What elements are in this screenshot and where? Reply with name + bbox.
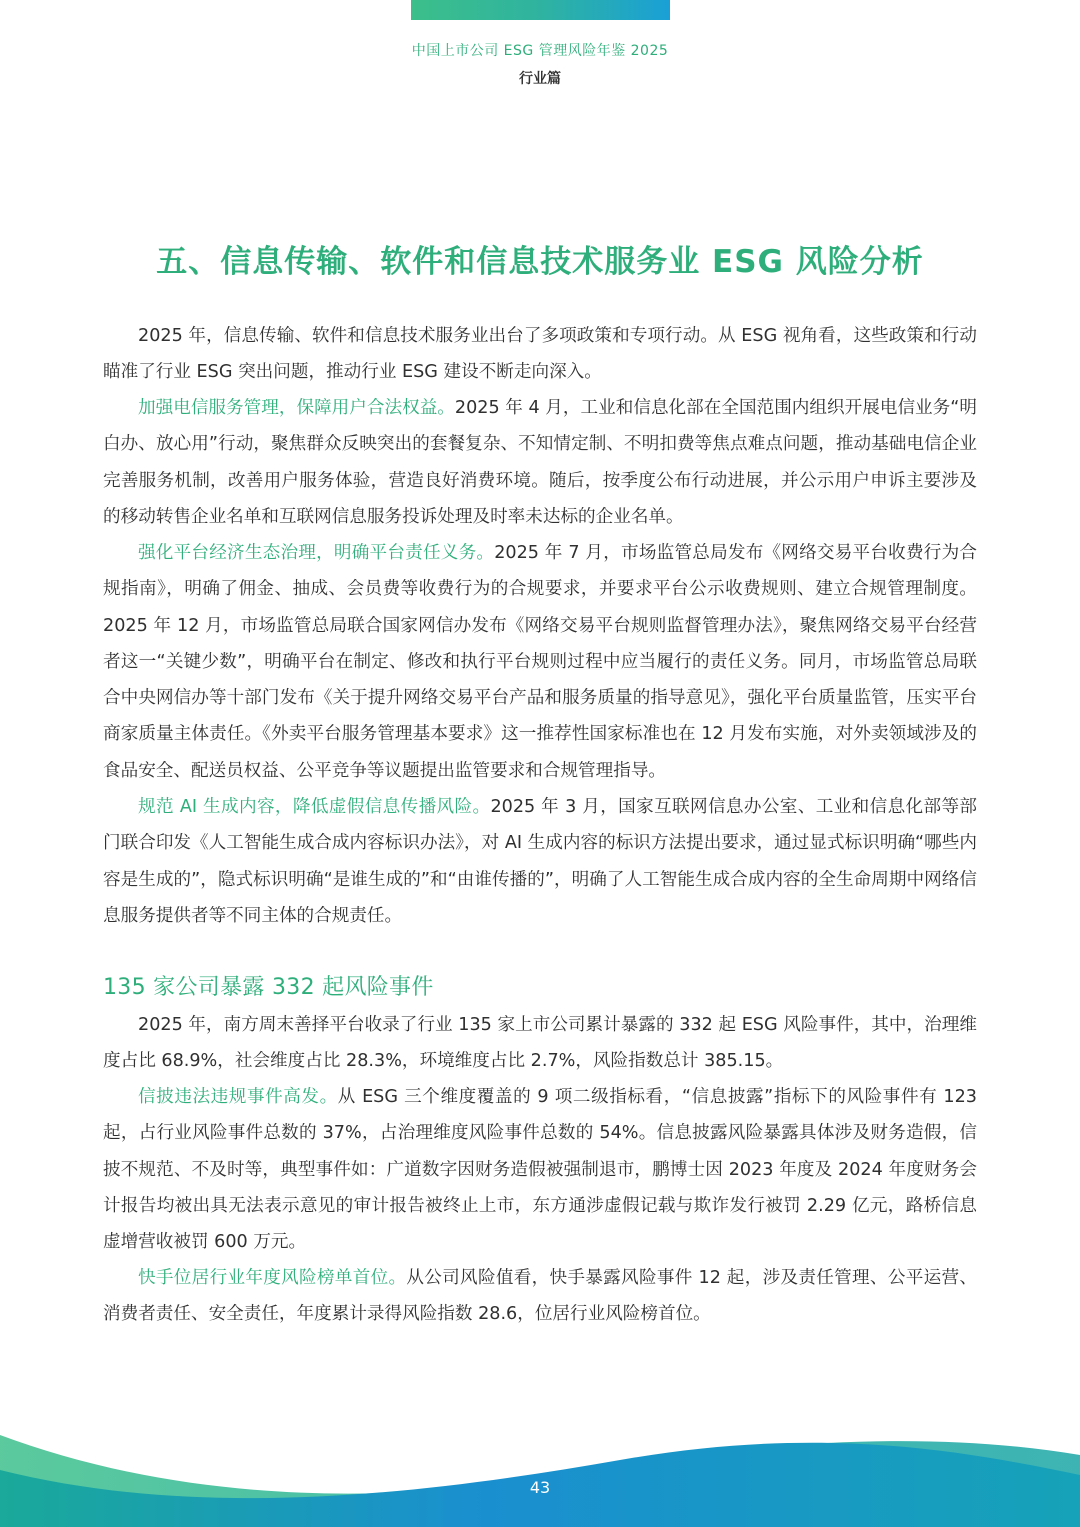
footer-wave	[0, 1400, 1080, 1527]
sub-heading: 135 家公司暴露 332 起风险事件	[103, 975, 434, 1000]
paragraph-body: 2025 年 3 月，国家互联网信息办公室、工业和信息化部等部门联合印发《人工智能生成合成内容标识办法》，对 AI 生成内容的标识方法提出要求，通过显式标识明确“哪些内容是生成的”，隐式标识明确“是谁生成的”和“由谁传播的”，明确了人工智能生成合成内容的全生命周期中网络信息服务提供者等不同主体的合规责任。	[103, 797, 978, 926]
section-label: 行业篇	[519, 71, 561, 87]
paragraph-kuaishou	[103, 1260, 977, 1333]
header-accent-bar	[411, 0, 670, 20]
paragraph-body: 2025 年，南方周末善择平台收录了行业 135 家上市公司累计暴露的 332 起 ESG 风险事件，其中，治理维度占比 68.9%，社会维度占比 28.3%，环境维度占比 2.7%，风险指数总计 385.15。	[103, 1015, 977, 1072]
paragraph-ai	[103, 789, 977, 934]
paragraph-body: 从公司风险值看，快手暴露风险事件 12 起，涉及责任管理、公平运营、消费者责任、安全责任，年度累计录得风险指数 28.6，位居行业风险榜首位。	[103, 1268, 977, 1325]
paragraph-body: 2025 年，信息传输、软件和信息技术服务业出台了多项政策和专项行动。从 ESG 视角看，这些政策和行动瞄准了行业 ESG 突出问题，推动行业 ESG 建设不断走向深入。	[103, 326, 977, 383]
paragraph-platform	[103, 535, 977, 789]
paragraph-intro	[103, 318, 977, 391]
paragraph-lead: 加强电信服务管理，保障用户合法权益。	[138, 398, 455, 418]
paragraph-body: 从 ESG 三个维度覆盖的 9 项二级指标看，“信息披露”指标下的风险事件有 123 起，占行业风险事件总数的 37%，占治理维度风险事件总数的 54%。信息披露风险暴露具体涉及财务造假，信披不规范、不及时等，典型事件如：广道数字因财务造假被强制退市，鹏博士因 2023 年度及 2024 年度财务会计报告均被出具无法表示意见的审计报告被终止上市，东方通涉虚假记载与欺诈发行被罚 2.29 亿元，路桥信息虚增营收被罚 600 万元。	[103, 1087, 977, 1253]
section-title: 五、信息传输、软件和信息技术服务业 ESG 风险分析	[156, 244, 924, 280]
paragraph-lead: 强化平台经济生态治理，明确平台责任义务。	[138, 543, 495, 563]
paragraph-disclosure	[103, 1079, 977, 1260]
paragraph-telecom	[103, 390, 977, 535]
paragraph-lead: 规范 AI 生成内容，降低虚假信息传播风险。	[138, 797, 491, 817]
paragraph-lead: 快手位居行业年度风险榜单首位。	[138, 1268, 407, 1288]
paragraph-body: 2025 年 4 月，工业和信息化部在全国范围内组织开展电信业务“明白办、放心用”行动，聚焦群众反映突出的套餐复杂、不知情定制、不明扣费等焦点难点问题，推动基础电信企业完善服务机制，改善用户服务体验，营造良好消费环境。随后，按季度公布行动进展，并公示用户申诉主要涉及的移动转售企业名单和互联网信息服务投诉处理及时率未达标的企业名单。	[103, 398, 977, 527]
paragraph-body: 2025 年 7 月，市场监管总局发布《网络交易平台收费行为合规指南》，明确了佣金、抽成、会员费等收费行为的合规要求，并要求平台公示收费规则、建立合规管理制度。2025 年 12 月，市场监管总局联合国家网信办发布《网络交易平台规则监督管理办法》，聚焦网络交易平台经营者这一“关键少数”，明确平台在制定、修改和执行平台规则过程中应当履行的责任义务。同月，市场监管总局联合中央网信办等十部门发布《关于提升网络交易平台产品和服务质量的指导意见》，强化平台质量监管，压实平台商家质量主体责任。《外卖平台服务管理基本要求》这一推荐性国家标准也在 12 月发布实施，对外卖领域涉及的食品安全、配送员权益、公平竞争等议题提出监管要求和合规管理指导。	[103, 543, 977, 781]
report-title: 中国上市公司 ESG 管理风险年鉴 2025	[411, 43, 669, 59]
page-number: 43	[529, 1478, 551, 1497]
paragraph-summary	[103, 1007, 977, 1080]
paragraph-lead: 信披违法违规事件高发。	[138, 1087, 338, 1107]
